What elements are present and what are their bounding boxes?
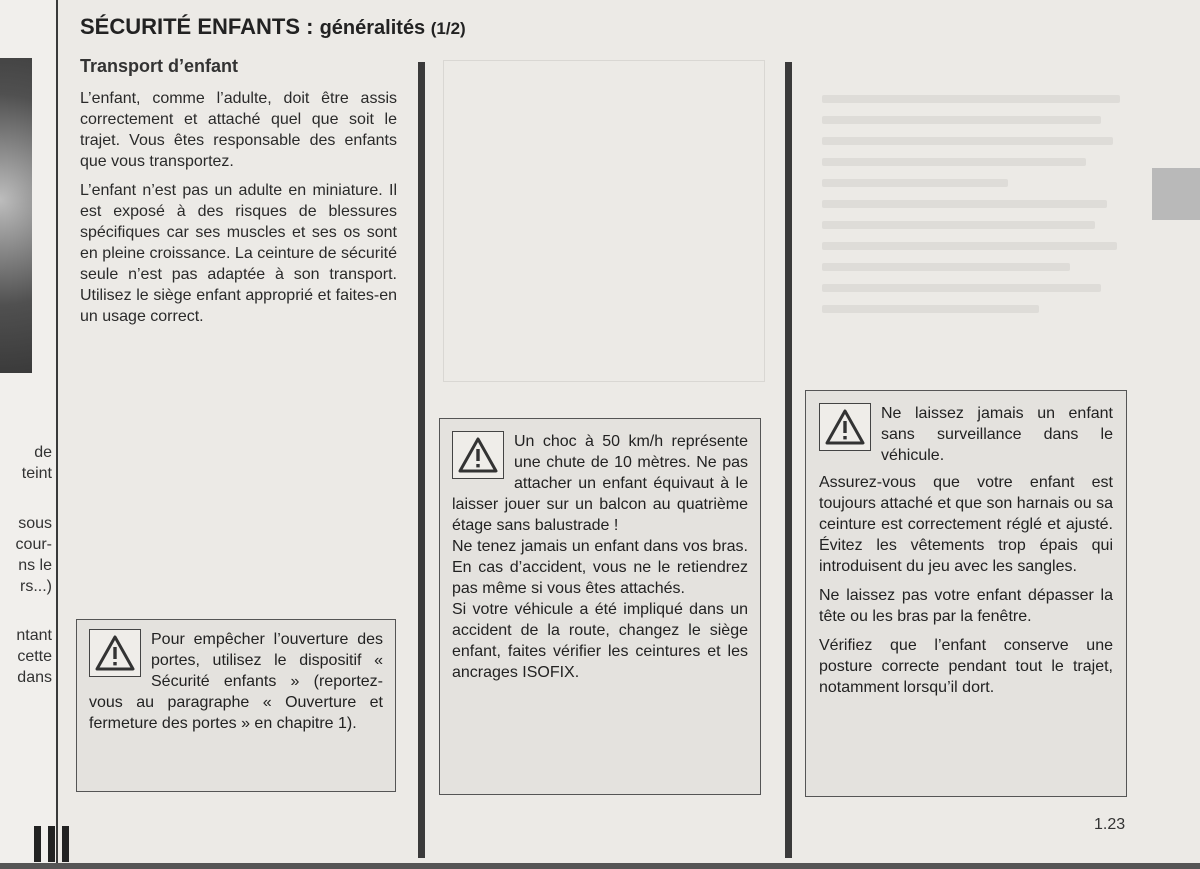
page-title: SÉCURITÉ ENFANTS : généralités (1/2) — [80, 14, 466, 39]
left-fragment: de — [34, 444, 52, 461]
column-rule — [785, 62, 792, 858]
warning-box-doors — [76, 619, 396, 792]
transport-paragraph-2: L’enfant n’est pas un adulte en miniature. Il est exposé à des risques de blessures spécifiques car ses muscles et ses os sont en pleine croissance. La ceinture de sécurité seule n’est pas adaptée à son transport. Utilisez le siège enfant approprié et faites-en un usage correct. — [80, 182, 397, 325]
left-fragment: teint — [21, 465, 52, 482]
warning-supervision-text-3: Ne laissez pas votre enfant dépasser la tête ou les bras par la fenêtre. — [819, 587, 1113, 625]
warning-supervision-text-1: Ne laissez jamais un enfant sans surveillance dans le véhicule. — [881, 405, 1113, 464]
left-fragment: rs...) — [20, 578, 52, 595]
left-fragment: sous — [18, 515, 52, 532]
column-rule — [418, 62, 425, 858]
left-fragment: ns le — [18, 557, 52, 574]
warning-supervision-text-2: Assurez-vous que votre enfant est toujours attaché et que son harnais ou sa ceinture est correctement réglé et ajusté. Évitez les vêtements trop épais qui introduisent du jeu avec les sangles. — [819, 474, 1113, 575]
warning-triangle-icon — [819, 403, 871, 451]
left-fragment: dans — [17, 669, 52, 686]
chapter-tab — [1152, 168, 1200, 220]
section-heading: Transport d’enfant — [80, 56, 239, 76]
gutter-marks — [34, 826, 76, 867]
page-number: 1.23 — [1094, 816, 1126, 833]
warning-triangle-icon — [89, 629, 141, 677]
bottom-edge — [0, 863, 1200, 869]
warning-crash-text-3: Si votre véhicule a été impliqué dans un accident de la route, changez le siège enfant, faites vérifier les ceintures et les ancrages ISOFIX. — [452, 601, 748, 681]
warning-supervision-text-4: Vérifiez que l’enfant conserve une posture correcte pendant tout le trajet, notamment lorsqu’il dort. — [819, 637, 1113, 696]
previous-page-edge — [0, 0, 58, 869]
previous-page-photo — [0, 58, 32, 373]
left-fragment: cour- — [15, 536, 52, 553]
warning-triangle-icon — [452, 431, 504, 479]
left-fragment: ntant — [16, 627, 52, 644]
left-fragment: cette — [17, 648, 52, 665]
show-through-box — [443, 60, 765, 382]
warning-crash-text-1: Un choc à 50 km/h représente une chute de 10 mètres. Ne pas attacher un enfant équivaut à le laisser jouer sur un balcon au quatrième étage sans balustrade ! — [452, 433, 748, 534]
warning-doors-text: Pour empêcher l’ouverture des portes, utilisez le dispositif « Sécurité enfants » (reportez-vous au paragraphe « Ouverture et fermeture des portes » en chapitre 1). — [89, 631, 383, 732]
transport-paragraph-1: L’enfant, comme l’adulte, doit être assis correctement et attaché quel que soit le trajet. Vous êtes responsable des enfants que vous transportez. — [80, 90, 397, 170]
warning-crash-text-2: Ne tenez jamais un enfant dans vos bras. En cas d’accident, vous ne le retiendrez pas même si vous êtes attachés. — [452, 538, 748, 597]
show-through-lines — [822, 95, 1132, 326]
warning-box-crash — [439, 418, 761, 795]
warning-box-supervision — [805, 390, 1127, 797]
